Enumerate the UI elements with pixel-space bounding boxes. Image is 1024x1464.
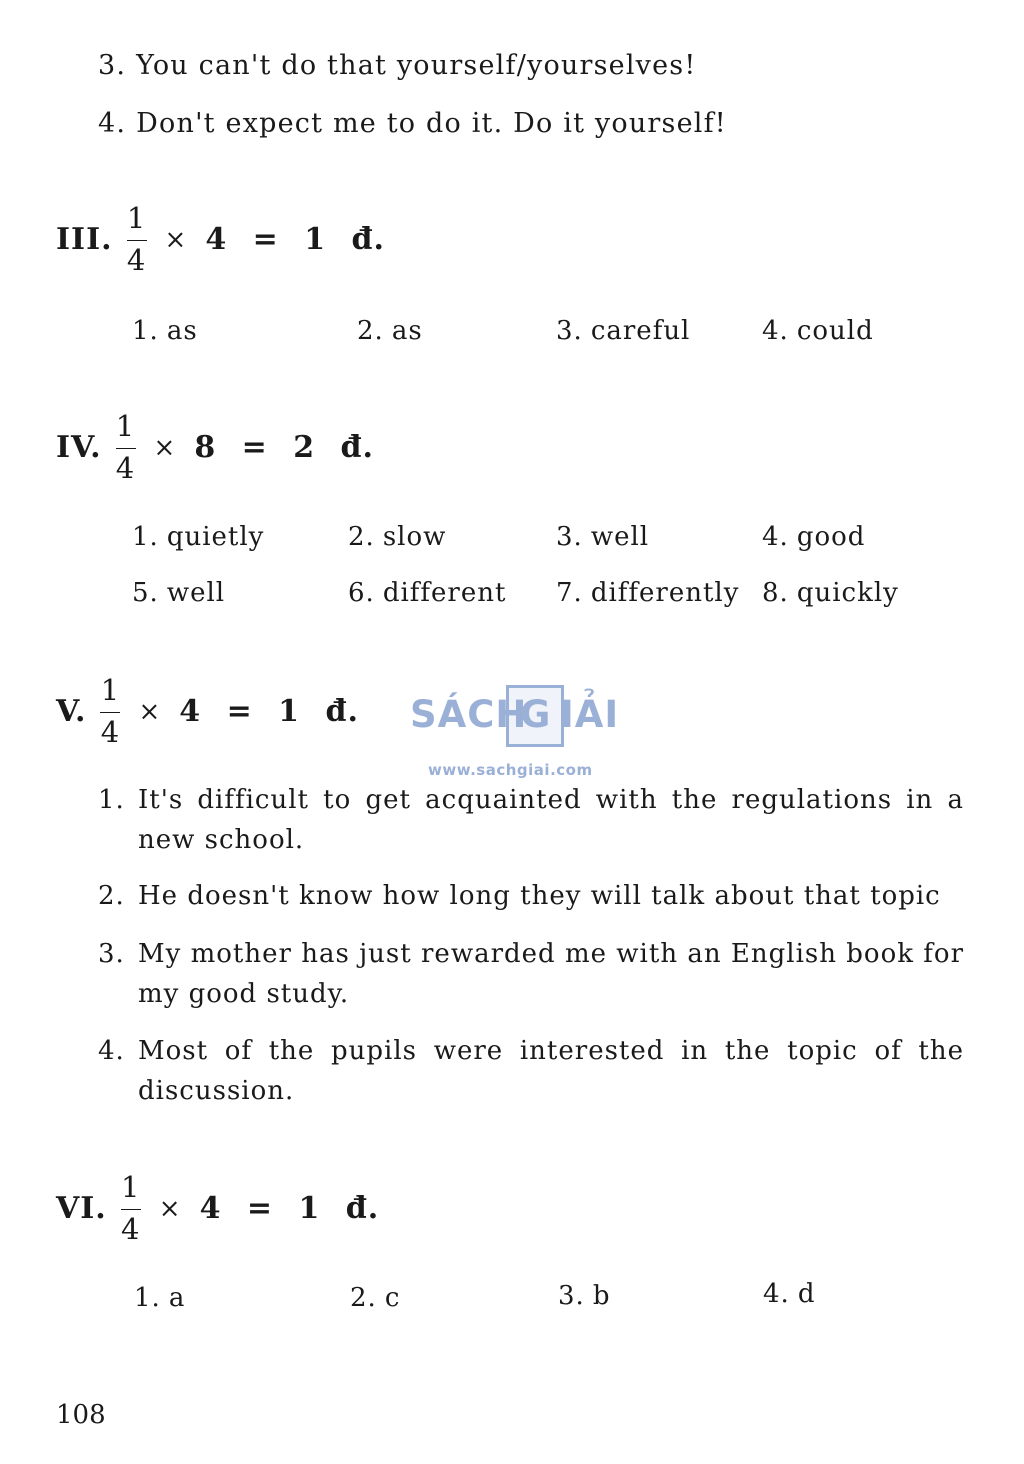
section-heading-iv [56, 409, 374, 485]
item-number: 6. [348, 578, 375, 608]
answer-item [762, 316, 874, 346]
item-number: 2. [98, 881, 125, 911]
page-number: 108 [56, 1400, 106, 1430]
sentence-item [98, 934, 964, 1014]
section-heading-vi [56, 1170, 380, 1246]
watermark-logo [410, 683, 620, 783]
watermark-text-right: IẢI [560, 693, 620, 736]
fraction-bar [116, 448, 136, 449]
item-text: You can't do that yourself/yourselves! [136, 50, 697, 81]
item-text: He doesn't know how long they will talk about that topic [138, 881, 941, 911]
sentence-line [98, 108, 727, 139]
item-text: Don't expect me to do it. Do it yourself! [136, 108, 727, 139]
item-number: 8. [762, 578, 789, 608]
fraction [126, 201, 147, 277]
item-text: b [592, 1281, 611, 1311]
item-text: well [166, 578, 226, 608]
answer-item [556, 316, 690, 346]
answer-item [132, 316, 198, 346]
multiply-sign: × [158, 1193, 182, 1224]
section-numeral: IV. [56, 430, 102, 465]
item-number: 3. [98, 50, 127, 81]
answer-item [350, 1283, 400, 1313]
answer-item [763, 1279, 815, 1309]
item-number: 2. [357, 316, 384, 346]
score-expression: 8 = 2 đ. [194, 430, 374, 465]
item-number: 3. [558, 1281, 585, 1311]
item-number: 1. [132, 522, 159, 552]
score-expression: 4 = 1 đ. [179, 694, 359, 729]
fraction-numerator: 1 [115, 409, 136, 443]
multiply-sign: × [153, 432, 177, 463]
section-numeral: VI. [56, 1191, 107, 1226]
item-text: careful [590, 316, 691, 346]
item-number: 1. [132, 316, 159, 346]
answer-item [762, 578, 899, 608]
item-number: 7. [556, 578, 583, 608]
item-text: Most of the pupils were interested in the topic of the discussion. [138, 1036, 964, 1106]
item-text: as [391, 316, 423, 346]
fraction-denominator: 4 [121, 1212, 141, 1246]
item-number: 4. [98, 1036, 125, 1066]
answer-item [348, 578, 506, 608]
score-expression: 4 = 1 đ. [205, 222, 385, 257]
answer-item [134, 1283, 185, 1313]
answer-item [348, 522, 446, 552]
fraction-denominator: 4 [115, 451, 136, 485]
item-text: c [384, 1283, 401, 1313]
watermark-text-left: SÁCH [410, 693, 528, 736]
item-text: It's difficult to get acquainted with the regulations in a new school. [138, 785, 964, 855]
watermark-url: www.sachgiai.com [428, 761, 593, 779]
item-number: 4. [763, 1279, 790, 1309]
item-text: different [382, 578, 507, 608]
score-expression: 4 = 1 đ. [199, 1191, 380, 1226]
sentence-line [98, 50, 696, 81]
item-text: quickly [796, 578, 899, 608]
multiply-sign: × [164, 224, 188, 255]
item-text: good [796, 522, 866, 552]
sentence-item [98, 780, 964, 860]
answer-item [558, 1281, 610, 1311]
item-text: could [796, 316, 874, 346]
sentence-item [98, 1031, 964, 1111]
fraction-denominator: 4 [100, 715, 121, 749]
item-number: 3. [556, 522, 583, 552]
item-number: 4. [762, 316, 789, 346]
fraction-bar [121, 1209, 141, 1210]
answer-item [132, 578, 225, 608]
item-text: as [166, 316, 198, 346]
fraction-numerator: 1 [126, 201, 147, 235]
fraction [115, 409, 136, 485]
fraction [100, 673, 121, 749]
item-text: well [590, 522, 650, 552]
answer-item [132, 522, 264, 552]
multiply-sign: × [138, 696, 162, 727]
answer-item [556, 578, 739, 608]
item-number: 5. [132, 578, 159, 608]
sentence-item [98, 876, 964, 916]
fraction-denominator: 4 [126, 243, 147, 277]
item-text: My mother has just rewarded me with an English book for my good study. [138, 939, 964, 1009]
item-number: 4. [98, 108, 127, 139]
watermark-letter: G [520, 693, 552, 736]
fraction-bar [127, 240, 147, 241]
fraction [121, 1170, 141, 1246]
answer-item [556, 522, 649, 552]
item-text: d [797, 1279, 816, 1309]
item-number: 3. [98, 939, 125, 969]
answer-item [762, 522, 865, 552]
item-number: 1. [98, 785, 125, 815]
section-numeral: V. [56, 694, 87, 729]
section-heading-v [56, 673, 359, 749]
item-number: 2. [348, 522, 375, 552]
section-heading-iii [56, 201, 385, 277]
answer-item [357, 316, 423, 346]
item-text: quietly [166, 522, 265, 552]
item-text: differently [590, 578, 740, 608]
item-number: 3. [556, 316, 583, 346]
section-numeral: III. [56, 222, 113, 257]
item-text: slow [382, 522, 447, 552]
item-text: a [168, 1283, 186, 1313]
fraction-numerator: 1 [121, 1170, 141, 1204]
fraction-numerator: 1 [100, 673, 121, 707]
item-number: 2. [350, 1283, 377, 1313]
fraction-bar [100, 712, 120, 713]
item-number: 4. [762, 522, 789, 552]
item-number: 1. [134, 1283, 161, 1313]
